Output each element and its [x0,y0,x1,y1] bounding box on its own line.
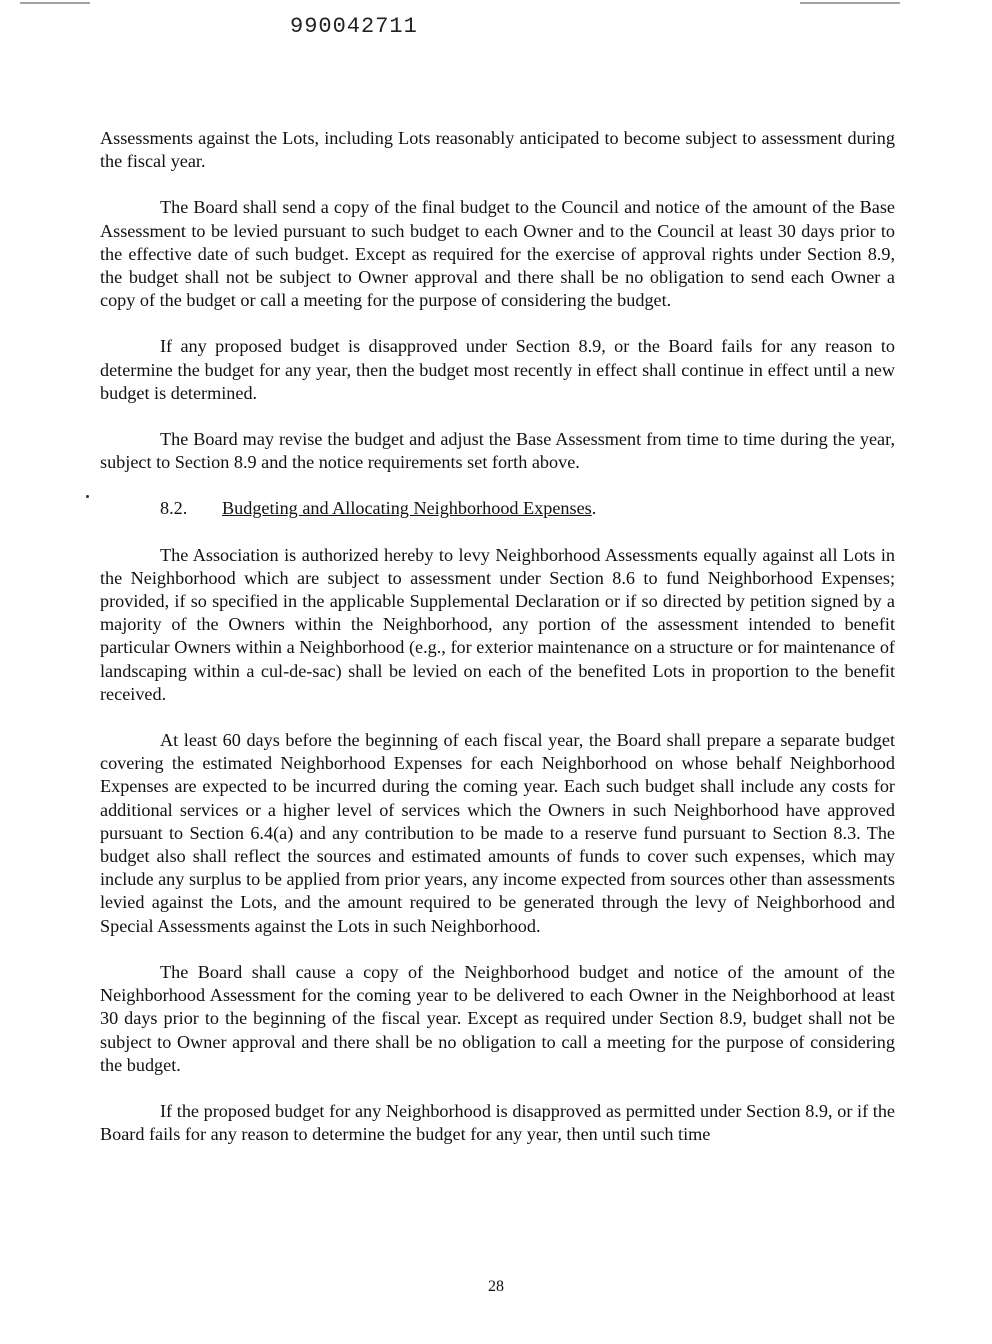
margin-mark [86,495,89,498]
section-title: Budgeting and Allocating Neighborhood Expenses [222,498,592,519]
paragraph: The Board shall cause a copy of the Neighborhood budget and notice of the amount of the Neighborhood Assessment for the coming year to be delivered to each Owner in the Neighborhood at least 30 days prior to the beginning of the fiscal year. Except as required under Section 8.9, budget shall not be subject to Owner approval and there shall be no obligation to call a meeting for the purpose of considering the budget. [100,961,895,1075]
section-heading [100,497,895,520]
scan-artifact [20,2,90,4]
paragraph: The Board shall send a copy of the final budget to the Council and notice of the amount of the Base Assessment to be levied pursuant to such budget to each Owner and to the Council at least 30 days prior to the effective date of such budget. Except as required for the exercise of approval rights under Section 8.9, the budget shall not be subject to Owner approval and there shall be no obligation to send each Owner a copy of the budget or call a meeting for the purpose of considering the budget. [100,197,895,311]
paragraph: The Board may revise the budget and adjust the Base Assessment from time to time during the year, subject to Section 8.9 and the notice requirements set forth above. [100,429,895,473]
scan-artifact [800,2,900,4]
section-number: 8.2. [160,498,188,519]
paragraph: The Association is authorized hereby to levy Neighborhood Assessments equally against all Lots in the Neighborhood which are subject to assessment under Section 8.6 to fund Neighborhood Expenses; provided, if so specified in the applicable Supplemental Declaration or if so directed by petition signed by a majority of the Owners within the Neighborhood, any portion of the assessment intended to benefit particular Owners within a Neighborhood (e.g., for exterior maintenance on a structure or for maintenance of landscaping within a cul-de-sac) shall be levied on each of the benefited Lots in proportion to the benefit received. [100,544,895,704]
paragraph: If any proposed budget is disapproved under Section 8.9, or the Board fails for any reason to determine the budget for any year, then the budget most recently in effect shall continue in effect until a new budget is determined. [100,336,895,403]
section-title-period: . [591,498,597,519]
document-id-stamp: 990042711 [290,14,418,39]
paragraph: At least 60 days before the beginning of each fiscal year, the Board shall prepare a separate budget covering the estimated Neighborhood Expenses for each Neighborhood on whose behalf Neighborhood Expenses are expected to be incurred during the coming year. Each such budget shall include any costs for additional services or a higher level of services which the Owners in such Neighborhood have approved pursuant to Section 6.4(a) and any contribution to be made to a reserve fund pursuant to Section 8.3. The budget also shall reflect the sources and estimated amounts of funds to cover such expenses, which may include any surplus to be applied from prior years, any income expected from sources other than assessments levied against the Lots, and the amount required to be generated through the levy of Neighborhood and Special Assessments against the Lots in such Neighborhood. [100,730,895,936]
page-number: 28 [488,1278,504,1295]
paragraph-continued: Assessments against the Lots, including Lots reasonably anticipated to become subject to assessment during the fiscal year. [100,128,895,172]
document-body [100,127,895,1169]
paragraph: If the proposed budget for any Neighborhood is disapproved as permitted under Section 8.9, or if the Board fails for any reason to determine the budget for any year, then until such time [100,1100,895,1145]
